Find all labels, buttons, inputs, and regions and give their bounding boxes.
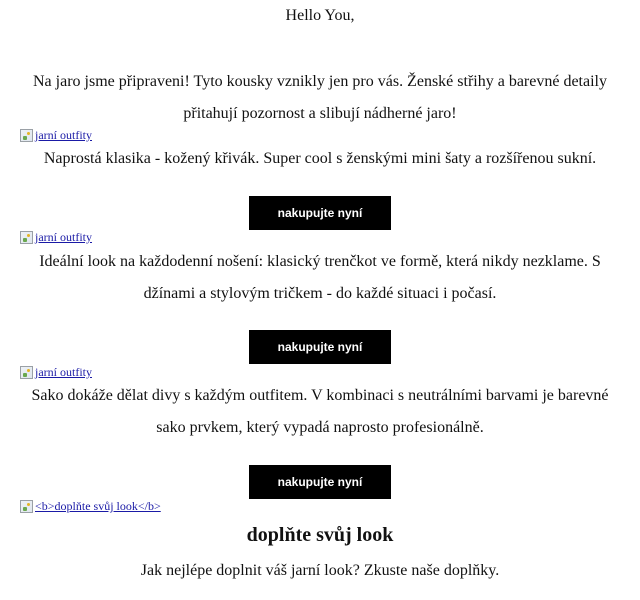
product-image-link-1[interactable] bbox=[20, 127, 92, 143]
accessories-image-alt: <b>doplňte svůj look</b> bbox=[35, 499, 161, 513]
product-image-link-3[interactable] bbox=[20, 364, 92, 380]
accessories-text: Jak nejlépe doplnit váš jarní look? Zkuste naše doplňky. bbox=[140, 562, 500, 579]
product-image-alt: jarní outfity bbox=[35, 365, 92, 379]
broken-image-icon bbox=[20, 231, 33, 244]
accessories-image-link[interactable] bbox=[20, 498, 161, 514]
shop-now-button-1[interactable]: nakupujte nyní bbox=[249, 196, 391, 230]
product-description-3: Sako dokáže dělat divy s každým outfitem. V kombinaci s neutrálními barvami je barevné sako prvkem, který vypadá naprosto profesionálně. bbox=[31, 387, 609, 436]
shop-now-button-2[interactable]: nakupujte nyní bbox=[249, 330, 391, 364]
product-description-1: Naprostá klasika - kožený křivák. Super cool s ženskými mini šaty a rozšířenou sukní. bbox=[43, 150, 597, 167]
accessories-title: doplňte svůj look bbox=[246, 524, 394, 546]
product-image-alt: jarní outfity bbox=[35, 230, 92, 244]
product-image-link-2[interactable] bbox=[20, 229, 92, 245]
product-image-alt: jarní outfity bbox=[35, 128, 92, 142]
shop-now-button-3[interactable]: nakupujte nyní bbox=[249, 465, 391, 499]
broken-image-icon bbox=[20, 129, 33, 142]
product-description-2: Ideální look na každodenní nošení: klasický trenčkot ve formě, která nikdy nezklame. S džínami a stylovým tričkem - do každé situaci i počasí. bbox=[39, 253, 601, 302]
broken-image-icon bbox=[20, 366, 33, 379]
greeting: Hello You, bbox=[285, 7, 355, 24]
broken-image-icon bbox=[20, 500, 33, 513]
intro-paragraph: Na jaro jsme připraveni! Tyto kousky vznikly jen pro vás. Ženské střihy a barevné detaily přitahují pozornost a slibují nádherné jaro! bbox=[33, 73, 607, 122]
